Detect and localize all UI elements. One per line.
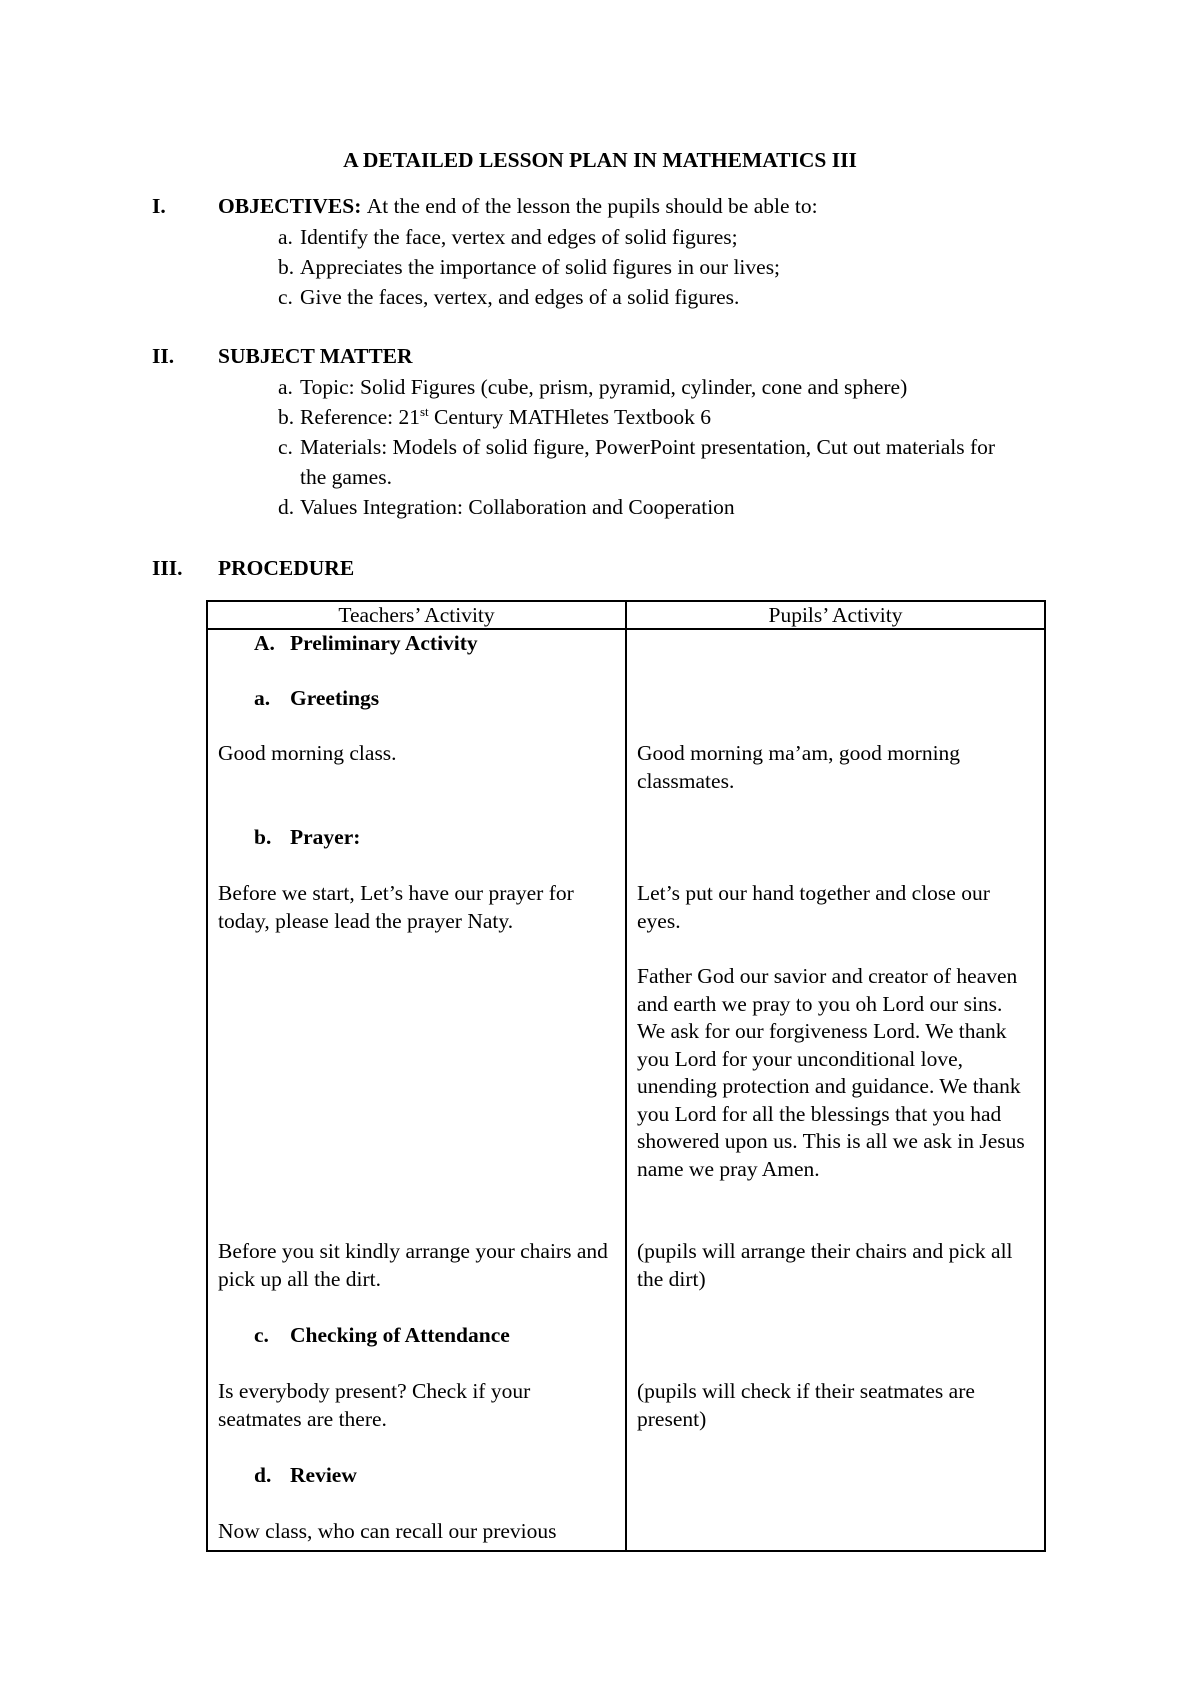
- item-text: Values Integration: Collaboration and Cooperation: [300, 495, 735, 519]
- objectives-label: OBJECTIVES:: [218, 194, 362, 218]
- prayer-heading: [254, 824, 615, 852]
- item-text: Give the faces, vertex, and edges of a solid figures.: [300, 285, 740, 309]
- pupils-activity-cell: [626, 629, 1045, 1551]
- item-text: Identify the face, vertex and edges of solid figures;: [300, 225, 738, 249]
- attendance-reply: (pupils will check if their seatmates are present): [637, 1379, 975, 1431]
- subject-matter-label: SUBJECT MATTER: [218, 344, 413, 368]
- objective-item: [278, 222, 1020, 252]
- item-letter: b.: [278, 405, 295, 429]
- arrange-line: Before you sit kindly arrange your chairs and pick up all the dirt.: [218, 1239, 608, 1291]
- prayer-line: Before we start, Let’s have our prayer for today, please lead the prayer Naty.: [218, 881, 574, 933]
- review-heading: [254, 1462, 615, 1490]
- objective-item: [278, 252, 1020, 282]
- item-letter: c.: [278, 435, 293, 459]
- item-text: Appreciates the importance of solid figures in our lives;: [300, 255, 781, 279]
- subheading-text: Prayer:: [290, 825, 361, 849]
- preliminary-activity-heading: [254, 630, 615, 658]
- greetings-heading: [254, 685, 615, 713]
- subheading-text: Preliminary Activity: [290, 631, 478, 655]
- procedure-table: [206, 600, 1046, 1552]
- subheading-letter: A.: [254, 631, 275, 655]
- greeting-reply: Good morning ma’am, good morning classmates.: [637, 741, 961, 793]
- arrange-reply: (pupils will arrange their chairs and pick all the dirt): [637, 1239, 1013, 1291]
- procedure-label: PROCEDURE: [218, 556, 355, 580]
- attendance-line: Is everybody present? Check if your seatmates are there.: [218, 1379, 531, 1431]
- subject-item: [278, 492, 1020, 522]
- teachers-activity-header: Teachers’ Activity: [207, 601, 626, 629]
- pupils-activity-header: Pupils’ Activity: [626, 601, 1045, 629]
- superscript: st: [419, 403, 429, 419]
- item-text: Topic: Solid Figures (cube, prism, pyramid, cylinder, cone and sphere): [300, 375, 908, 399]
- subheading-letter: a.: [254, 686, 271, 710]
- item-letter: a.: [278, 375, 293, 399]
- subject-item: [278, 432, 1000, 492]
- subject-item: [278, 372, 1020, 402]
- review-line: Now class, who can recall our previous: [218, 1519, 557, 1543]
- prayer-reply: Let’s put our hand together and close our eyes.: [637, 881, 990, 933]
- item-letter: d.: [278, 495, 295, 519]
- item-text: Reference: 21: [300, 405, 420, 429]
- document-title: A DETAILED LESSON PLAN IN MATHEMATICS III: [343, 148, 857, 172]
- subheading-letter: c.: [254, 1323, 269, 1347]
- subject-matter-heading: [152, 344, 413, 369]
- item-letter: a.: [278, 225, 293, 249]
- prayer-text: Father God our savior and creator of heaven and earth we pray to you oh Lord our sins. We ask for our forgiveness Lord. We thank you Lord for your unconditional love, unending protection and guidance. We thank you Lord for all the blessings that you had showered upon us. This is all we ask in Jesus name we pray Amen.: [637, 964, 1025, 1181]
- subject-item: [278, 402, 1020, 432]
- greeting-line: Good morning class.: [218, 741, 397, 765]
- subheading-text: Greetings: [290, 686, 380, 710]
- subheading-text: Review: [290, 1463, 357, 1487]
- table-row: [207, 629, 1045, 1551]
- objectives-intro: At the end of the lesson the pupils should be able to:: [366, 194, 818, 218]
- attendance-heading: [254, 1322, 615, 1350]
- objectives-heading: [152, 194, 818, 219]
- teachers-activity-cell: [207, 629, 626, 1551]
- item-letter: c.: [278, 285, 293, 309]
- subheading-text: Checking of Attendance: [290, 1323, 510, 1347]
- item-text: Materials: Models of solid figure, PowerPoint presentation, Cut out materials for the games.: [300, 435, 996, 489]
- item-text: Century MATHletes Textbook 6: [428, 405, 712, 429]
- subheading-letter: d.: [254, 1463, 272, 1487]
- objectives-number: I.: [152, 194, 166, 218]
- subject-matter-number: II.: [152, 344, 175, 368]
- item-letter: b.: [278, 255, 295, 279]
- objective-item: [278, 282, 1020, 312]
- procedure-number: III.: [152, 556, 183, 580]
- table-header-row: [207, 601, 1045, 629]
- procedure-heading: [152, 556, 354, 581]
- subheading-letter: b.: [254, 825, 272, 849]
